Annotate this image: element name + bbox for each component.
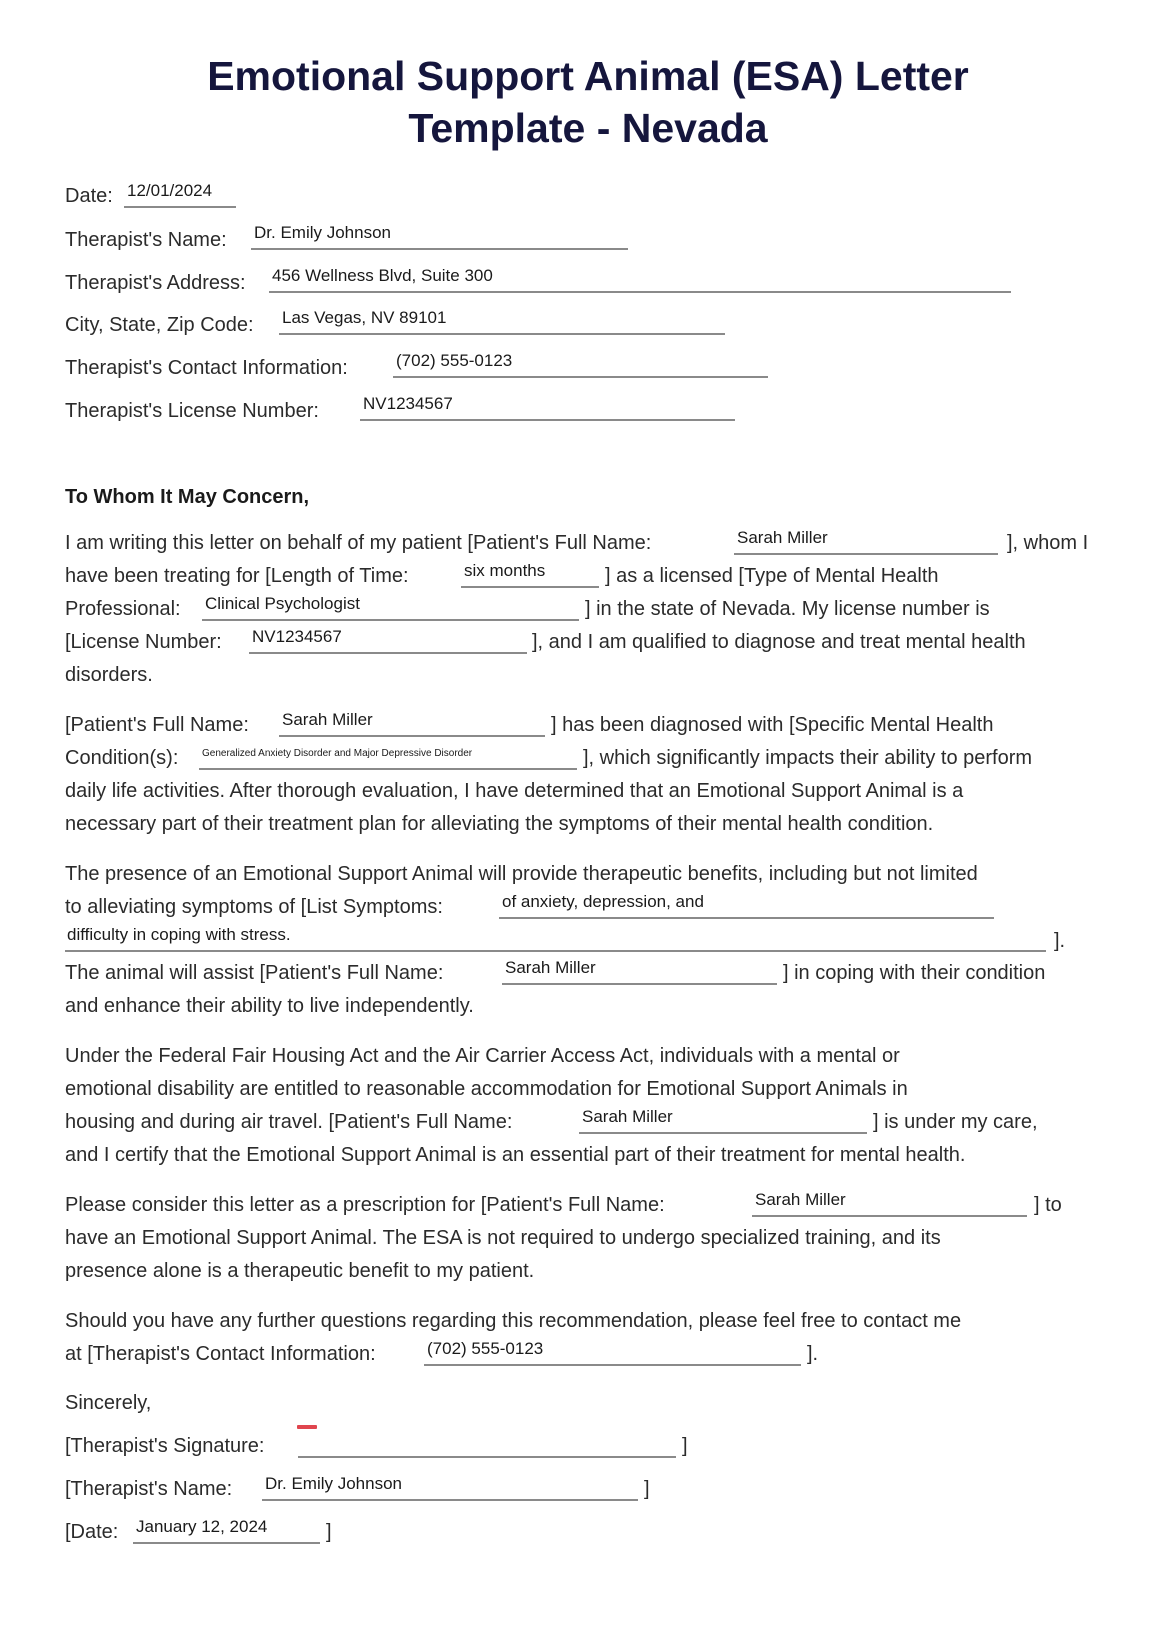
p2-line4: necessary part of their treatment plan for alleviating the symptoms of their mental health condition.	[65, 813, 934, 835]
p3-line3b: ].	[1054, 930, 1066, 952]
p1-line4b: ], and I am qualified to diagnose and treat mental health	[532, 631, 1026, 653]
city-state-zip-field[interactable]	[279, 307, 725, 335]
p4-line3b: ] is under my care,	[873, 1111, 1038, 1133]
closing-name-field[interactable]	[262, 1473, 638, 1501]
p3-line1: The presence of an Emotional Support Animal will provide therapeutic benefits, including but not limited	[65, 863, 978, 885]
p2-conditions-field[interactable]	[199, 742, 577, 770]
p6-line1: Should you have any further questions regarding this recommendation, please feel free to contact me	[65, 1310, 962, 1332]
city-state-zip-label: City, State, Zip Code:	[65, 314, 254, 336]
p1-license-number-field[interactable]	[249, 626, 527, 654]
p3-patient-name-value: Sarah Miller	[505, 958, 596, 977]
p2-conditions-value: Generalized Anxiety Disorder and Major Depressive Disorder	[202, 748, 473, 759]
p6-line2a: at [Therapist's Contact Information:	[65, 1343, 376, 1365]
city-state-zip-value: Las Vegas, NV 89101	[282, 308, 447, 327]
signature-close: ]	[682, 1435, 688, 1457]
p6-contact-info-field[interactable]	[424, 1338, 801, 1366]
p3-patient-name-field[interactable]	[502, 957, 777, 985]
p1-line5: disorders.	[65, 664, 153, 686]
p4-line4: and I certify that the Emotional Support Animal is an essential part of their treatment for mental health.	[65, 1144, 966, 1166]
p1-line2b: ] as a licensed [Type of Mental Health	[605, 565, 939, 587]
therapist-name-field[interactable]	[251, 222, 628, 250]
closing-name-close: ]	[644, 1478, 650, 1500]
p1-professional-type-value: Clinical Psychologist	[205, 594, 360, 613]
license-number-label: Therapist's License Number:	[65, 400, 319, 422]
p1-license-number-value: NV1234567	[252, 627, 342, 646]
p1-line1a: I am writing this letter on behalf of my patient [Patient's Full Name:	[65, 532, 652, 554]
p4-line1: Under the Federal Fair Housing Act and the Air Carrier Access Act, individuals with a mental or	[65, 1045, 900, 1067]
p3-symptoms-value-1: of anxiety, depression, and	[502, 892, 704, 911]
therapist-address-field[interactable]	[269, 265, 1011, 293]
p6-contact-info-value: (702) 555-0123	[427, 1339, 544, 1358]
contact-info-label: Therapist's Contact Information:	[65, 357, 348, 379]
p4-patient-name-field[interactable]	[579, 1106, 867, 1134]
sincerely: Sincerely,	[65, 1392, 152, 1414]
p1-professional-type-field[interactable]	[202, 593, 579, 621]
p5-line1a: Please consider this letter as a prescription for [Patient's Full Name:	[65, 1194, 665, 1216]
p5-line3: presence alone is a therapeutic benefit to my patient.	[65, 1260, 535, 1282]
p1-line2a: have been treating for [Length of Time:	[65, 565, 409, 587]
p1-line3b: ] in the state of Nevada. My license number is	[585, 598, 990, 620]
p5-line1b: ] to	[1034, 1194, 1062, 1216]
p2-line1a: [Patient's Full Name:	[65, 714, 249, 736]
p1-line3a: Professional:	[65, 598, 181, 620]
p3-line2a: to alleviating symptoms of [List Symptoms:	[65, 896, 443, 918]
closing-date-label: [Date:	[65, 1521, 119, 1543]
p4-line2: emotional disability are entitled to reasonable accommodation for Emotional Support Animals in	[65, 1078, 908, 1100]
p2-line1b: ] has been diagnosed with [Specific Mental Health	[551, 714, 994, 736]
p5-patient-name-field[interactable]	[752, 1189, 1027, 1217]
p3-line4b: ] in coping with their condition	[783, 962, 1046, 984]
p1-line4a: [License Number:	[65, 631, 222, 653]
p2-line2b: ], which significantly impacts their ability to perform	[583, 747, 1033, 769]
p1-length-of-time-value: six months	[464, 561, 546, 580]
p6-line2b: ].	[807, 1343, 819, 1365]
contact-info-value: (702) 555-0123	[396, 351, 513, 370]
signature-label: [Therapist's Signature:	[65, 1435, 265, 1457]
therapist-name-label: Therapist's Name:	[65, 229, 227, 251]
p4-line3a: housing and during air travel. [Patient's Full Name:	[65, 1111, 513, 1133]
therapist-address-row	[65, 271, 246, 295]
p4-patient-name-value: Sarah Miller	[582, 1107, 673, 1126]
closing-name-label: [Therapist's Name:	[65, 1478, 233, 1500]
p2-line2a: Condition(s):	[65, 747, 179, 769]
p2-line3: daily life activities. After thorough evaluation, I have determined that an Emotional Support Animal is a	[65, 780, 964, 802]
p2-patient-name-field[interactable]	[279, 709, 545, 737]
p2-patient-name-value: Sarah Miller	[282, 710, 373, 729]
p1-patient-name-field[interactable]	[734, 527, 998, 555]
therapist-name-value: Dr. Emily Johnson	[254, 223, 391, 242]
salutation: To Whom It May Concern,	[65, 486, 310, 508]
license-number-field[interactable]	[360, 393, 735, 421]
closing-date-close: ]	[326, 1521, 332, 1543]
p1-length-of-time-field[interactable]	[461, 560, 599, 588]
closing-date-field[interactable]	[133, 1516, 320, 1544]
p5-line2: have an Emotional Support Animal. The ESA is not required to undergo specialized training, and its	[65, 1227, 941, 1249]
p1-patient-name-value: Sarah Miller	[737, 528, 828, 547]
closing-date-value: January 12, 2024	[136, 1517, 268, 1536]
contact-info-field[interactable]	[393, 350, 768, 378]
p3-symptoms-value-2: difficulty in coping with stress.	[67, 925, 291, 944]
document-title	[0, 50, 1176, 154]
signature-marker-icon	[297, 1425, 317, 1429]
date-value: 12/01/2024	[127, 181, 213, 200]
p3-symptoms-field-1[interactable]	[499, 891, 994, 919]
p3-line5: and enhance their ability to live independently.	[65, 995, 474, 1017]
p5-patient-name-value: Sarah Miller	[755, 1190, 846, 1209]
p3-line4a: The animal will assist [Patient's Full Name:	[65, 962, 444, 984]
license-number-value: NV1234567	[363, 394, 453, 413]
date-label: Date:	[65, 185, 113, 207]
contact-info-row	[65, 356, 348, 380]
therapist-address-label: Therapist's Address:	[65, 272, 246, 294]
title-line-1: Emotional Support Animal (ESA) Letter	[207, 53, 969, 99]
license-number-row	[65, 399, 319, 423]
signature-field[interactable]	[298, 1430, 676, 1458]
date-field[interactable]	[124, 180, 236, 208]
therapist-address-value: 456 Wellness Blvd, Suite 300	[272, 266, 493, 285]
title-line-2: Template - Nevada	[408, 105, 768, 151]
therapist-name-row	[65, 228, 227, 252]
p3-symptoms-field-2[interactable]	[65, 924, 1046, 952]
city-state-zip-row	[65, 313, 254, 337]
closing-name-value: Dr. Emily Johnson	[265, 1474, 402, 1493]
p1-line1b: ], whom I	[1007, 532, 1089, 554]
date-row	[65, 184, 113, 208]
